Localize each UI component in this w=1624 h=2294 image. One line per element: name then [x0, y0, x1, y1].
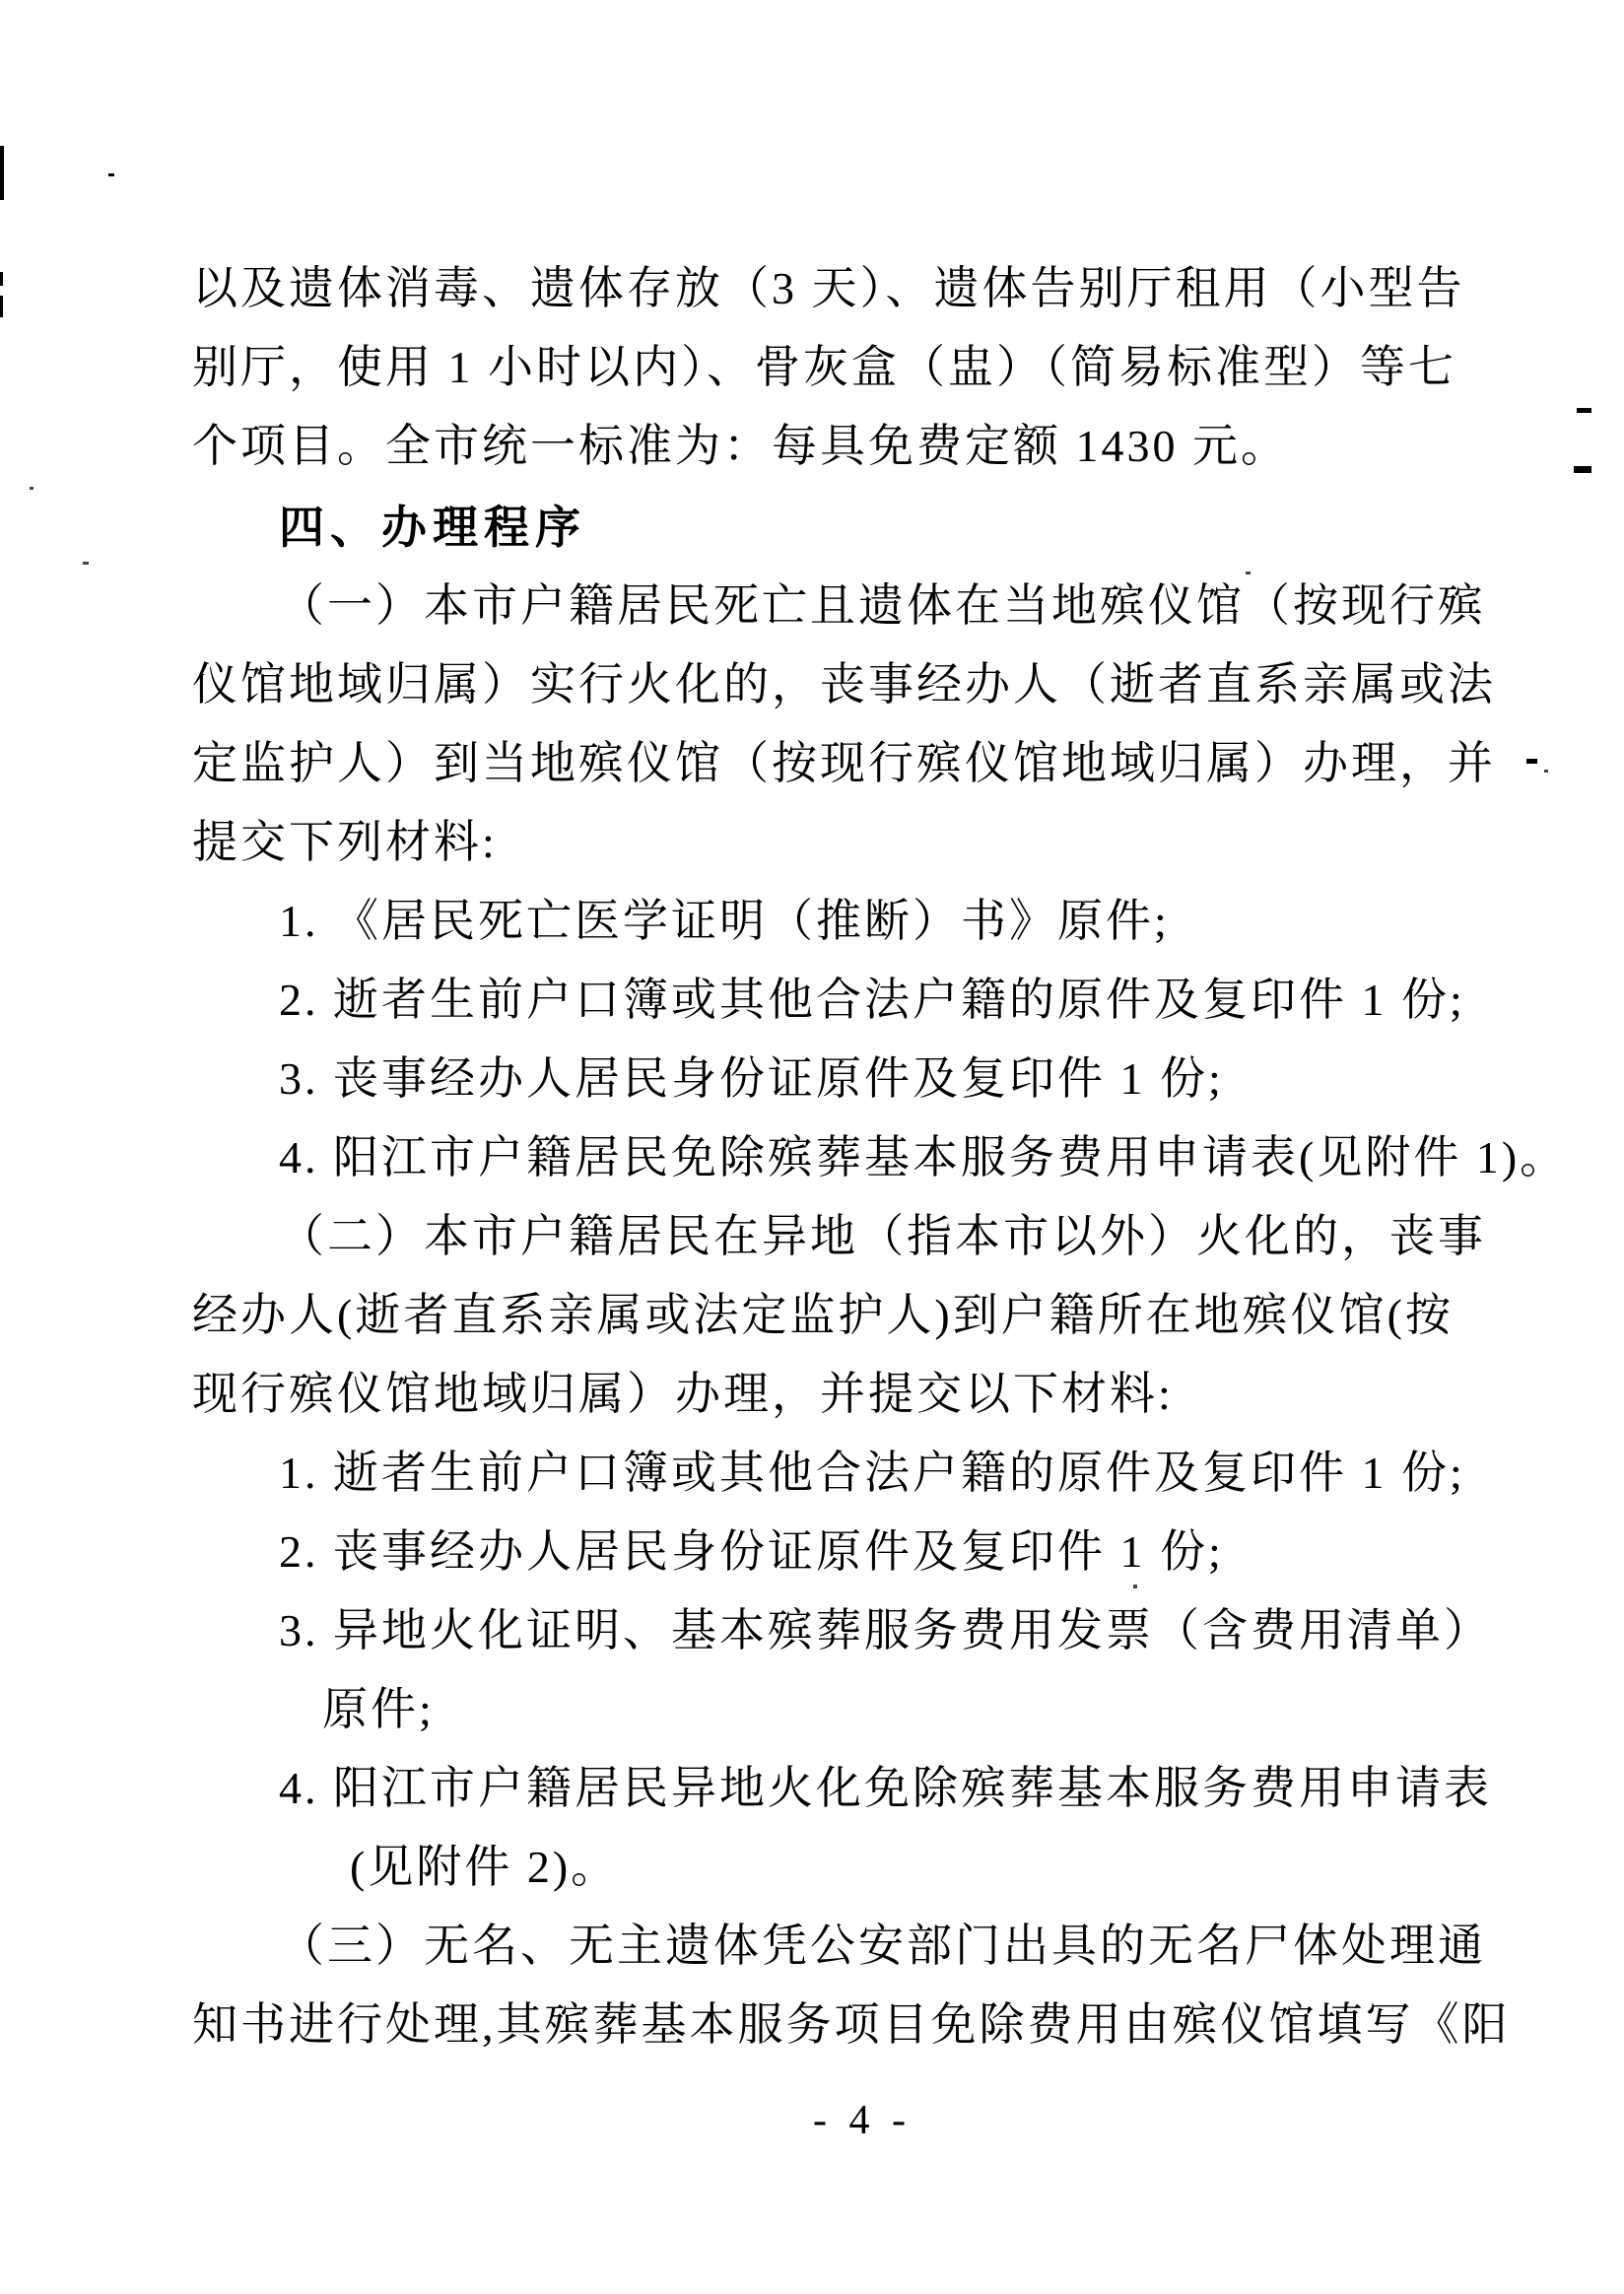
- text-line: 以及遗体消毒、遗体存放（3 天）、遗体告别厅租用（小型告: [192, 263, 1465, 313]
- list-item: 2. 逝者生前户口簿或其他合法户籍的原件及复印件 1 份;: [279, 975, 1465, 1025]
- text-line: 定监护人）到当地殡仪馆（按现行殡仪馆地域归属）办理，并: [192, 738, 1496, 788]
- scan-artifact: [1246, 572, 1251, 574]
- list-item: 4. 阳江市户籍居民免除殡葬基本服务费用申请表(见附件 1)。: [279, 1132, 1569, 1182]
- text-line: 个项目。全市统一标准为：每具免费定额 1430 元。: [192, 421, 1289, 471]
- scan-artifact: [0, 272, 3, 286]
- list-item: 3. 丧事经办人居民身份证原件及复印件 1 份;: [279, 1053, 1224, 1104]
- text-line: 别厅，使用 1 小时以内）、骨灰盒（盅）（简易标准型）等七: [192, 342, 1456, 392]
- text-line: 仪馆地域归属）实行火化的，丧事经办人（逝者直系亲属或法: [192, 659, 1496, 709]
- scan-artifact: [0, 296, 3, 317]
- scan-artifact: [108, 173, 114, 176]
- list-item-continuation: 原件;: [322, 1684, 435, 1734]
- text-line: 经办人(逝者直系亲属或法定监护人)到户籍所在地殡仪馆(按: [192, 1290, 1454, 1340]
- scan-artifact: [1544, 770, 1548, 773]
- scan-artifact: [30, 487, 34, 490]
- scan-artifact: [1526, 759, 1537, 764]
- scan-artifact: [1133, 1585, 1137, 1588]
- list-item: 4. 阳江市户籍居民异地火化免除殡葬基本服务费用申请表: [279, 1763, 1492, 1813]
- paragraph-start: （二）本市户籍居民在异地（指本市以外）火化的，丧事: [279, 1211, 1486, 1261]
- scan-artifact: [1577, 408, 1591, 413]
- paragraph-start: （一）本市户籍居民死亡且遗体在当地殡仪馆（按现行殡: [279, 580, 1486, 631]
- list-item-continuation: (见附件 2)。: [350, 1842, 620, 1892]
- list-item: 2. 丧事经办人居民身份证原件及复印件 1 份;: [279, 1526, 1224, 1577]
- text-line: 知书进行处理,其殡葬基本服务项目免除费用由殡仪馆填写《阳: [192, 1999, 1511, 2050]
- text-line: 现行殡仪馆地域归属）办理，并提交以下材料:: [192, 1369, 1174, 1419]
- scan-artifact: [0, 146, 4, 200]
- text-line: 提交下列材料:: [192, 817, 498, 867]
- section-heading: 四、办理程序: [279, 502, 586, 553]
- paragraph-start: （三）无名、无主遗体凭公安部门出具的无名尸体处理通: [279, 1921, 1486, 1971]
- list-item: 1. 逝者生前户口簿或其他合法户籍的原件及复印件 1 份;: [279, 1448, 1465, 1498]
- page-number: - 4 -: [813, 2098, 912, 2143]
- list-item: 1. 《居民死亡医学证明（推断）书》原件;: [279, 896, 1170, 946]
- scan-artifact: [1574, 466, 1591, 473]
- scan-artifact: [83, 562, 89, 565]
- list-item: 3. 异地火化证明、基本殡葬服务费用发票（含费用清单）: [279, 1605, 1492, 1655]
